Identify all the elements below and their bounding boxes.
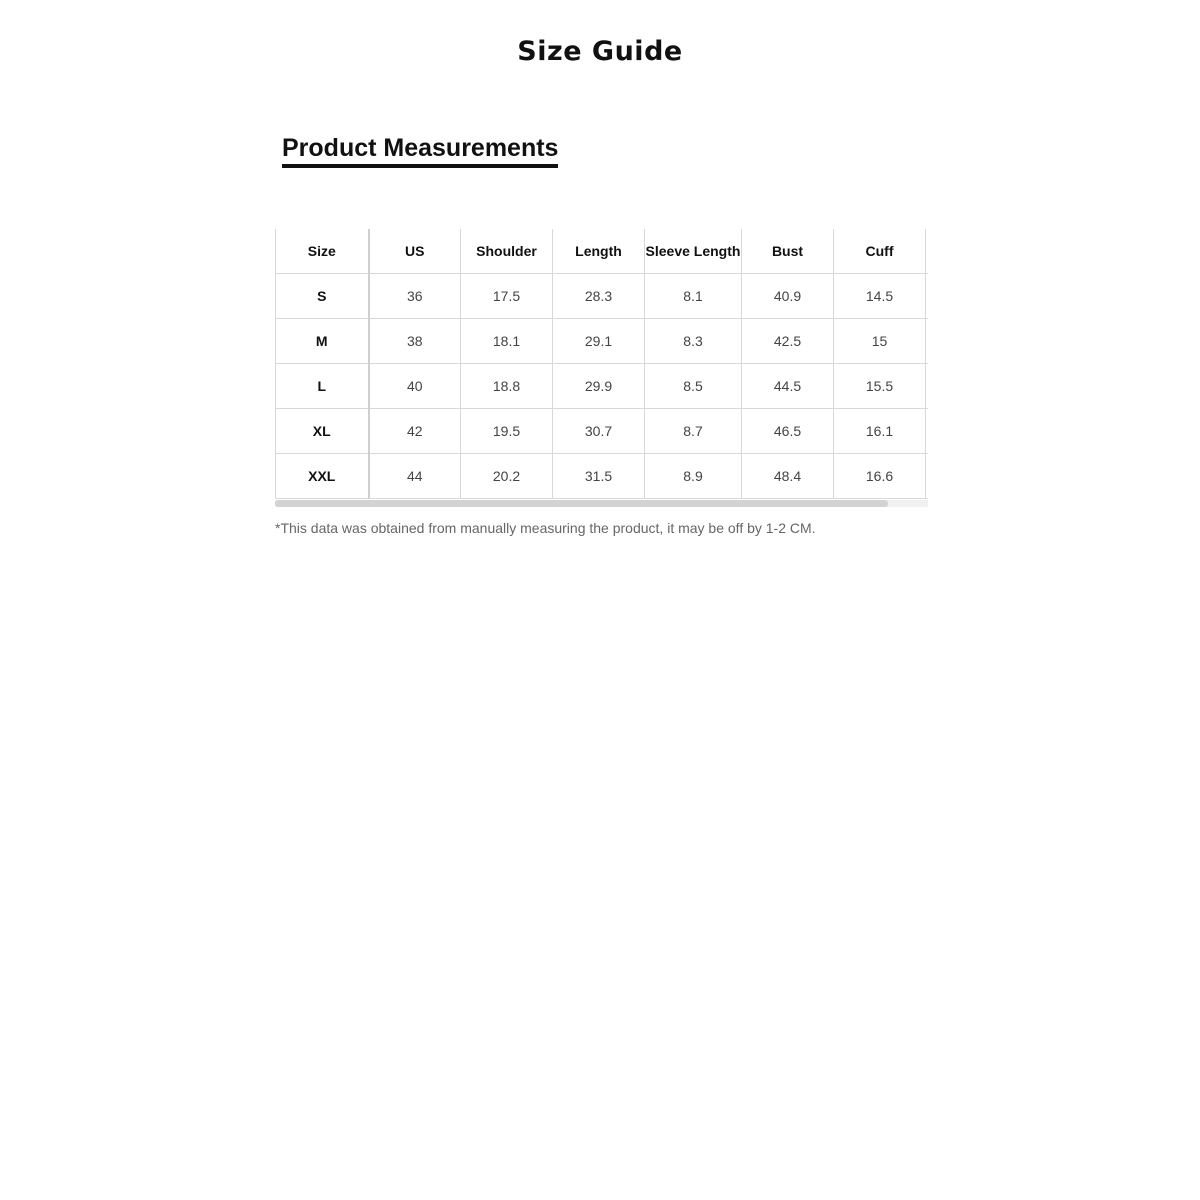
table-cell: 15 [834, 319, 926, 364]
header-length: Length [553, 229, 645, 274]
table-cell: 38 [369, 319, 461, 364]
table-cell: 8.7 [645, 409, 742, 454]
header-sleeve-length: Sleeve Length [645, 229, 742, 274]
size-cell: XL [276, 409, 369, 454]
table-cell: 36 [369, 274, 461, 319]
horizontal-scrollbar[interactable] [275, 500, 928, 507]
header-size: Size [276, 229, 369, 274]
table-cell: 28.3 [553, 274, 645, 319]
table-row [276, 274, 929, 319]
table-row [276, 364, 929, 409]
table-cell: 8.1 [645, 274, 742, 319]
size-cell: M [276, 319, 369, 364]
table-cell: 14.5 [834, 274, 926, 319]
table-cell: 29.9 [553, 364, 645, 409]
table-cell: 20.2 [461, 454, 553, 499]
table-cell: 31.5 [553, 454, 645, 499]
size-cell: XXL [276, 454, 369, 499]
table-cell: 46.5 [742, 409, 834, 454]
table-cell: 8.3 [645, 319, 742, 364]
table-cell: 19.5 [461, 409, 553, 454]
table-cell: 15.5 [834, 364, 926, 409]
size-cell: L [276, 364, 369, 409]
table-cell: 44.5 [742, 364, 834, 409]
header-shoulder: Shoulder [461, 229, 553, 274]
header-overflow [926, 229, 929, 274]
table-cell: 17.5 [461, 274, 553, 319]
scrollbar-thumb[interactable] [275, 500, 888, 507]
table-cell: 8.5 [645, 364, 742, 409]
table-row [276, 319, 929, 364]
size-table [275, 229, 928, 499]
table-row [276, 409, 929, 454]
table-cell-overflow [926, 364, 929, 409]
table-cell-overflow [926, 274, 929, 319]
table-cell: 42 [369, 409, 461, 454]
table-cell: 40.9 [742, 274, 834, 319]
table-cell: 30.7 [553, 409, 645, 454]
table-cell: 40 [369, 364, 461, 409]
table-header-row [276, 229, 929, 274]
table-cell-overflow [926, 409, 929, 454]
header-cuff: Cuff [834, 229, 926, 274]
table-cell: 18.1 [461, 319, 553, 364]
table-cell: 44 [369, 454, 461, 499]
table-cell: 42.5 [742, 319, 834, 364]
header-us: US [369, 229, 461, 274]
table-cell-overflow [926, 454, 929, 499]
measurement-footnote: *This data was obtained from manually measuring the product, it may be off by 1-2 CM. [275, 520, 816, 536]
table-cell: 16.6 [834, 454, 926, 499]
table-cell: 29.1 [553, 319, 645, 364]
table-row [276, 454, 929, 499]
table-cell-overflow [926, 319, 929, 364]
table-cell: 8.9 [645, 454, 742, 499]
section-title: Product Measurements [282, 133, 558, 168]
size-table-container[interactable] [275, 229, 928, 509]
table-cell: 16.1 [834, 409, 926, 454]
size-cell: S [276, 274, 369, 319]
table-cell: 48.4 [742, 454, 834, 499]
table-cell: 18.8 [461, 364, 553, 409]
page-title: Size Guide [517, 36, 683, 67]
header-bust: Bust [742, 229, 834, 274]
